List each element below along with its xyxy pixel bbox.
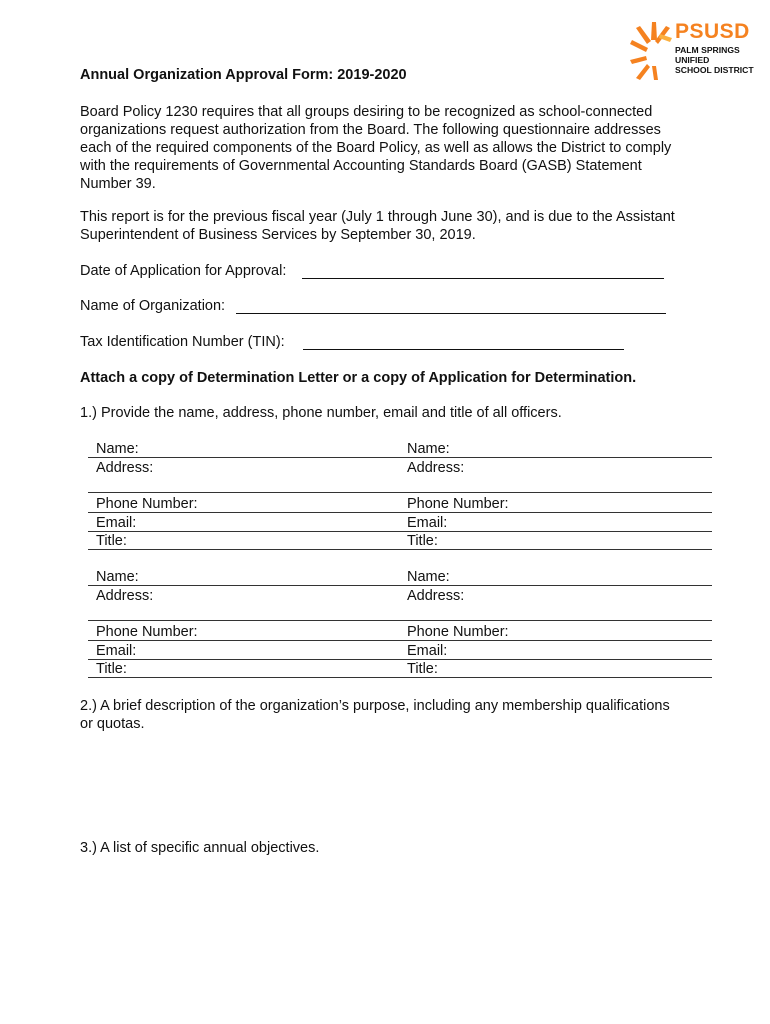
row-divider (88, 659, 712, 660)
officer-title-label: Title: (407, 533, 438, 549)
officer-phone-label: Phone Number: (96, 624, 198, 640)
row-divider (88, 640, 712, 641)
attach-instruction: Attach a copy of Determination Letter or a copy of Application for Determination. (80, 370, 637, 386)
question-2: 2.) A brief description of the organization’s purpose, including any membership qualifications or quotas. (80, 698, 670, 732)
organization-label: Name of Organization: (80, 298, 226, 314)
row-divider (88, 585, 712, 586)
row-divider (88, 549, 712, 550)
form-title: Annual Organization Approval Form: 2019-2020 (80, 67, 407, 83)
row-divider (88, 531, 712, 532)
officer-address-label: Address: (96, 460, 154, 476)
officer-email-label: Email: (96, 515, 137, 531)
officer-address-label: Address: (407, 460, 465, 476)
question-1: 1.) Provide the name, address, phone number, email and title of all officers. (80, 405, 562, 421)
date-field[interactable] (302, 277, 664, 279)
officer-phone-label: Phone Number: (407, 624, 509, 640)
officer-title-label: Title: (96, 533, 127, 549)
logo-line-1: PALM SPRINGS (675, 45, 740, 55)
district-logo (630, 18, 760, 88)
question-3: 3.) A list of specific annual objectives. (80, 840, 320, 856)
date-label: Date of Application for Approval: (80, 263, 287, 279)
tin-label: Tax Identification Number (TIN): (80, 334, 285, 350)
officer-email-label: Email: (407, 515, 448, 531)
logo-line-3: SCHOOL DISTRICT (675, 65, 754, 75)
officer-name-label: Name: (407, 441, 450, 457)
officer-address-label: Address: (407, 588, 465, 604)
officer-phone-label: Phone Number: (407, 496, 509, 512)
officer-name-label: Name: (96, 569, 139, 585)
row-divider (88, 457, 712, 458)
organization-field[interactable] (236, 312, 666, 314)
officer-address-label: Address: (96, 588, 154, 604)
officer-phone-label: Phone Number: (96, 496, 198, 512)
officer-title-label: Title: (96, 661, 127, 677)
officer-email-label: Email: (407, 643, 448, 659)
tin-field[interactable] (303, 348, 624, 350)
logo-line-2: UNIFIED (675, 55, 710, 65)
report-note: This report is for the previous fiscal year (July 1 through June 30), and is due to the Assistant Superintendent of Business Services by September 30, 2019. (80, 209, 675, 243)
officer-name-label: Name: (96, 441, 139, 457)
row-divider (88, 620, 712, 621)
officer-title-label: Title: (407, 661, 438, 677)
sun-rays-icon (630, 20, 674, 82)
intro-paragraph: Board Policy 1230 requires that all groups desiring to be recognized as school-connected organizations request authorization from the Board. The following questionnaire addresses each of the required components of the Board Policy, as well as allows the District to comply with the requirements of Governmental Accounting Standards Board (GASB) Statement Number 39. (80, 104, 672, 192)
officer-name-label: Name: (407, 569, 450, 585)
row-divider (88, 677, 712, 678)
row-divider (88, 492, 712, 493)
officer-email-label: Email: (96, 643, 137, 659)
row-divider (88, 512, 712, 513)
logo-wordmark: PSUSD (675, 20, 750, 43)
